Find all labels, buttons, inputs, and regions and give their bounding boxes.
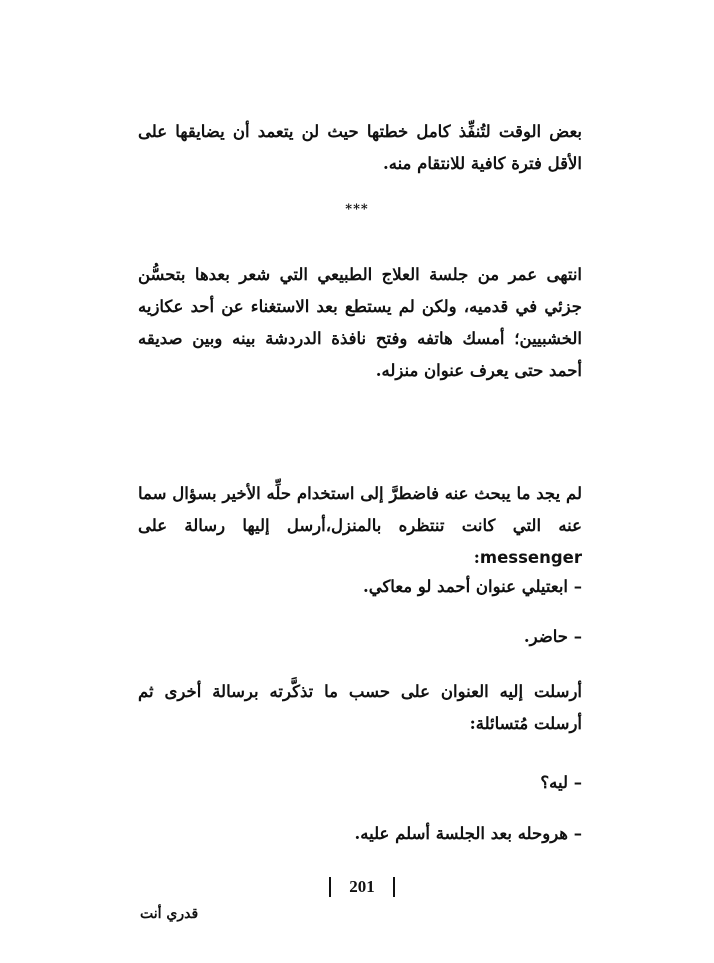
paragraph-3-text: لم يجد ما يبحث عنه فاضطرَّ إلى استخدام حلِّه الأخير بسؤال سما عنه التي كانت تنتظره بالمنزل،أرسل إليها رسالة على: [138, 484, 582, 535]
messenger-word: messenger: [479, 548, 582, 567]
page-number-right-bar: [393, 877, 395, 897]
book-title: قدري أنت: [140, 906, 199, 922]
dialog-line-3: – ليه؟: [540, 773, 582, 792]
paragraph-1: بعض الوقت لتُنفِّذ كامل خطتها حيث لن يتعمد أن يضايقها على الأقل فترة كافية للانتقام منه.: [138, 122, 582, 173]
page-number-left-bar: [329, 877, 331, 897]
page-number: [322, 874, 402, 900]
dialog-line-2: – حاضر.: [523, 627, 582, 646]
dialog-line-4: – هروحله بعد الجلسة أسلم عليه.: [354, 824, 582, 843]
section-separator: ***: [345, 202, 369, 217]
page-number-value: 201: [349, 877, 375, 896]
paragraph-2: انتهى عمر من جلسة العلاج الطبيعي التي شعر بعدها بتحسُّن جزئي في قدميه، ولكن لم يستطع بعد الاستغناء عن أحد عكازيه الخشبيين؛ أمسك هاتفه وفتح نافذة الدردشة بينه وبين صديقه أحمد حتى يعرف عنوان منزله.: [138, 265, 582, 380]
dialog-line-1: – ابعتيلي عنوان أحمد لو معاكي.: [362, 577, 582, 596]
paragraph-3-colon: :: [473, 548, 480, 567]
paragraph-3: [138, 478, 582, 574]
paragraph-4: أرسلت إليه العنوان على حسب ما تذكَّرته برسالة أخرى ثم أرسلت مُتسائلة:: [138, 682, 582, 733]
